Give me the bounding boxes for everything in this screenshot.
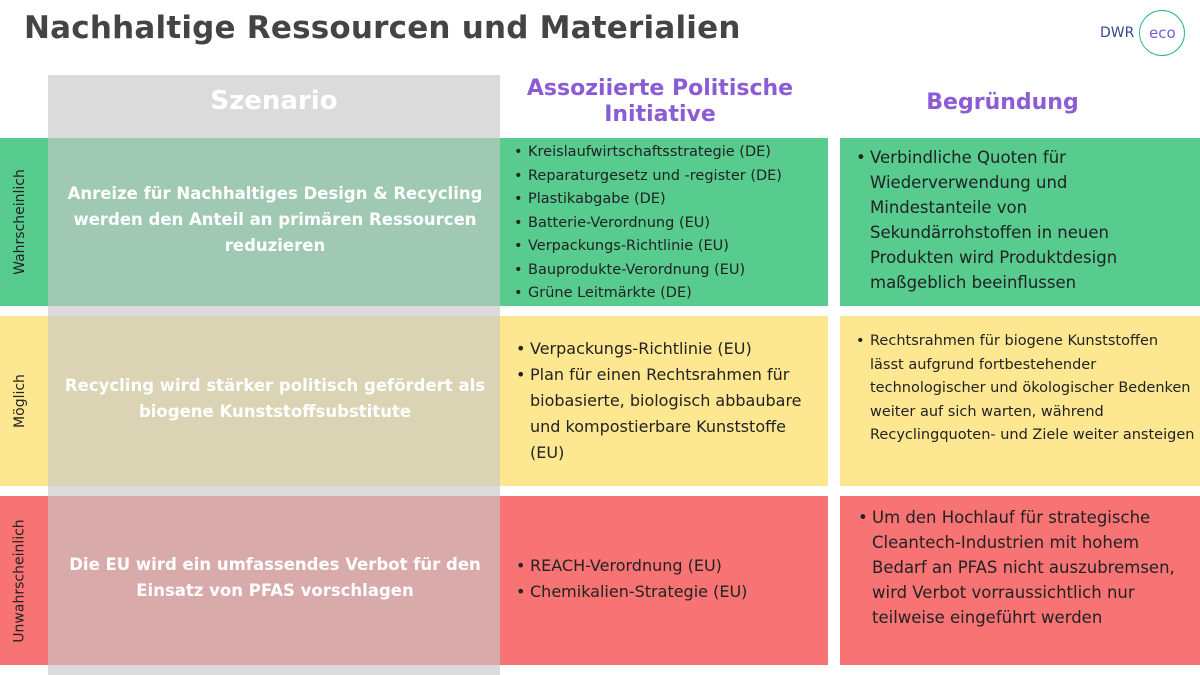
reason-list-likely	[856, 145, 1156, 295]
row-label-unlikely	[5, 496, 35, 665]
company-logo	[1100, 10, 1185, 56]
row-label-likely-text: Wahrscheinlich	[12, 169, 28, 275]
page-title: Nachhaltige Ressourcen und Materialien	[24, 10, 741, 46]
reason-item: • Um den Hochlauf für strategische Cleantech-Industrien mit hohem Bedarf an PFAS nicht auszubremsen, wird Verbot vorraussichtlich nur teilweise eingeführt werden	[858, 505, 1188, 630]
reason-list-unlikely	[858, 505, 1188, 630]
header-policy: Assoziierte Politische Initiative	[526, 76, 794, 127]
policy-item: • Plan für einen Rechtsrahmen für biobasierte, biologisch abbaubare und kompostierbare Kunststoffe (EU)	[516, 362, 824, 466]
policy-item: • Bauprodukte-Verordnung (EU)	[514, 259, 824, 283]
row-label-possible-text: Möglich	[12, 374, 29, 428]
scenario-possible: Recycling wird stärker politisch gefördert als biogene Kunststoffsubstitute	[64, 376, 486, 421]
scenario-likely: Anreize für Nachhaltiges Design & Recycling werden den Anteil an primären Ressourcen reduzieren	[67, 184, 483, 255]
reason-list-possible	[856, 330, 1196, 448]
policy-item: • Verpackungs-Richtlinie (EU)	[514, 235, 824, 259]
reason-item: • Verbindliche Quoten für Wiederverwendung und Mindestanteile von Sekundärrohstoffen in neuen Produkten wird Produktdesign maßgeblich beeinflussen	[856, 145, 1156, 295]
policy-list-possible	[516, 336, 824, 466]
row-label-possible	[5, 316, 35, 486]
header-reason: Begründung	[926, 90, 1079, 115]
policy-item: • Verpackungs-Richtlinie (EU)	[516, 336, 824, 362]
logo-circle-text: eco	[1149, 24, 1176, 42]
policy-item: • Kreislaufwirtschaftsstrategie (DE)	[514, 141, 824, 165]
row-label-unlikely-text: Unwahrscheinlich	[12, 518, 28, 643]
scenario-unlikely: Die EU wird ein umfassendes Verbot für den Einsatz von PFAS vorschlagen	[69, 555, 481, 600]
policy-list-unlikely	[516, 553, 824, 605]
policy-item: • Chemikalien-Strategie (EU)	[516, 579, 824, 605]
policy-list-likely	[514, 141, 824, 306]
policy-item: • Grüne Leitmärkte (DE)	[514, 282, 824, 306]
reason-item: • Rechtsrahmen für biogene Kunststoffen lässt aufgrund fortbestehender technologischer und ökologischer Bedenken weiter auf sich warten, während Recyclingquoten- und Ziele weiter ansteigen	[856, 330, 1196, 448]
policy-item: • Reparaturgesetz und -register (DE)	[514, 165, 824, 189]
policy-item: • Batterie-Verordnung (EU)	[514, 212, 824, 236]
row-label-likely	[5, 138, 35, 306]
logo-text: DWR	[1100, 25, 1135, 41]
logo-circle	[1139, 10, 1185, 56]
policy-item: • REACH-Verordnung (EU)	[516, 553, 824, 579]
header-scenario: Szenario	[210, 86, 338, 116]
policy-item: • Plastikabgabe (DE)	[514, 188, 824, 212]
